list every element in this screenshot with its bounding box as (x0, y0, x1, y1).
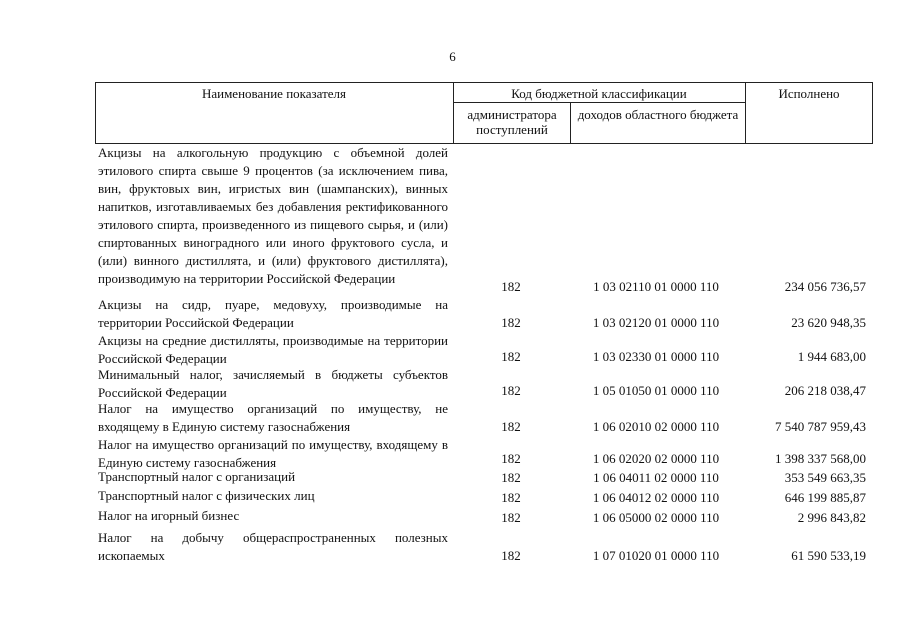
header-top-border (95, 82, 873, 83)
admin-code: 182 (501, 548, 521, 563)
income-code: 1 06 05000 02 0000 110 (592, 510, 720, 525)
indicator-name: Налог на имущество организаций по имуществу, не входящему в Единую систему газоснабжения (98, 401, 448, 434)
header-indicator-name: Наименование показателя (201, 86, 347, 101)
table-row (98, 468, 878, 487)
admin-code: 182 (501, 451, 521, 466)
executed-amount: 234 056 736,57 (784, 279, 866, 294)
table-header (95, 82, 873, 144)
indicator-name: Акцизы на средние дистилляты, производимые на территории Российской Федерации (98, 333, 448, 366)
table-row (98, 296, 878, 332)
table-row (98, 144, 878, 296)
admin-code: 182 (501, 315, 521, 330)
executed-amount: 61 590 533,19 (791, 548, 866, 563)
indicator-name: Транспортный налог с организаций (98, 469, 296, 484)
table-row (98, 366, 878, 400)
table-row (98, 507, 878, 527)
header-executed: Исполнено (778, 86, 840, 101)
header-admin: администратора поступлений (467, 107, 557, 137)
admin-code: 182 (501, 419, 521, 434)
executed-amount: 206 218 038,47 (784, 383, 866, 398)
admin-code: 182 (501, 383, 521, 398)
header-income: доходов областного бюджета (577, 107, 739, 122)
code-group-divider (453, 102, 745, 103)
executed-amount: 7 540 787 959,43 (775, 419, 866, 434)
admin-code: 182 (501, 490, 521, 505)
indicator-name: Минимальный налог, зачисляемый в бюджеты субъектов Российской Федерации (98, 367, 448, 400)
indicator-name: Налог на имущество организаций по имуществу, входящему в Единую систему газоснабжения (98, 437, 448, 470)
indicator-name: Акцизы на алкогольную продукцию с объемной долей этилового спирта свыше 9 процентов (за исключением пива, вин, фруктовых вин, игристых вин (шампанских), винных напитков, изготавливаемых без добавления ректификованного этилового спирта, произведенного из пищевого сырья, и (или) спиртованных виноградного или иного фруктового сусла, и (или) винного дистиллята, и (или) фруктового дистиллята), производимую на территории Российской Федерации (98, 145, 448, 286)
admin-code: 182 (501, 470, 521, 485)
table-row (98, 400, 878, 436)
header-code-group: Код бюджетной классификации (511, 86, 687, 101)
income-code: 1 06 02010 02 0000 110 (592, 419, 720, 434)
page-number: 6 (449, 49, 456, 64)
executed-amount: 2 996 843,82 (797, 510, 866, 525)
table-row (98, 529, 878, 565)
executed-amount: 1 944 683,00 (797, 349, 866, 364)
income-code: 1 06 04011 02 0000 110 (593, 470, 719, 485)
income-code: 1 03 02110 01 0000 110 (593, 279, 719, 294)
executed-amount: 353 549 663,35 (784, 470, 866, 485)
indicator-name: Транспортный налог с физических лиц (98, 488, 315, 503)
income-code: 1 07 01020 01 0000 110 (592, 548, 720, 563)
indicator-name: Налог на добычу общераспространенных полезных ископаемых (98, 530, 448, 563)
indicator-name: Акцизы на сидр, пуаре, медовуху, производимые на территории Российской Федерации (98, 297, 448, 330)
header-right-border (872, 82, 873, 144)
income-code: 1 03 02120 01 0000 110 (592, 315, 720, 330)
table-row (98, 436, 878, 468)
executed-amount: 1 398 337 568,00 (775, 451, 866, 466)
admin-code: 182 (501, 349, 521, 364)
income-code: 1 05 01050 01 0000 110 (592, 383, 720, 398)
executed-amount: 646 199 885,87 (784, 490, 866, 505)
income-code: 1 06 02020 02 0000 110 (592, 451, 720, 466)
table-row (98, 487, 878, 507)
admin-code: 182 (501, 279, 521, 294)
executed-amount: 23 620 948,35 (791, 315, 866, 330)
income-code: 1 06 04012 02 0000 110 (592, 490, 720, 505)
admin-code: 182 (501, 510, 521, 525)
indicator-name: Налог на игорный бизнес (98, 508, 240, 523)
table-row (98, 332, 878, 366)
income-code: 1 03 02330 01 0000 110 (592, 349, 720, 364)
